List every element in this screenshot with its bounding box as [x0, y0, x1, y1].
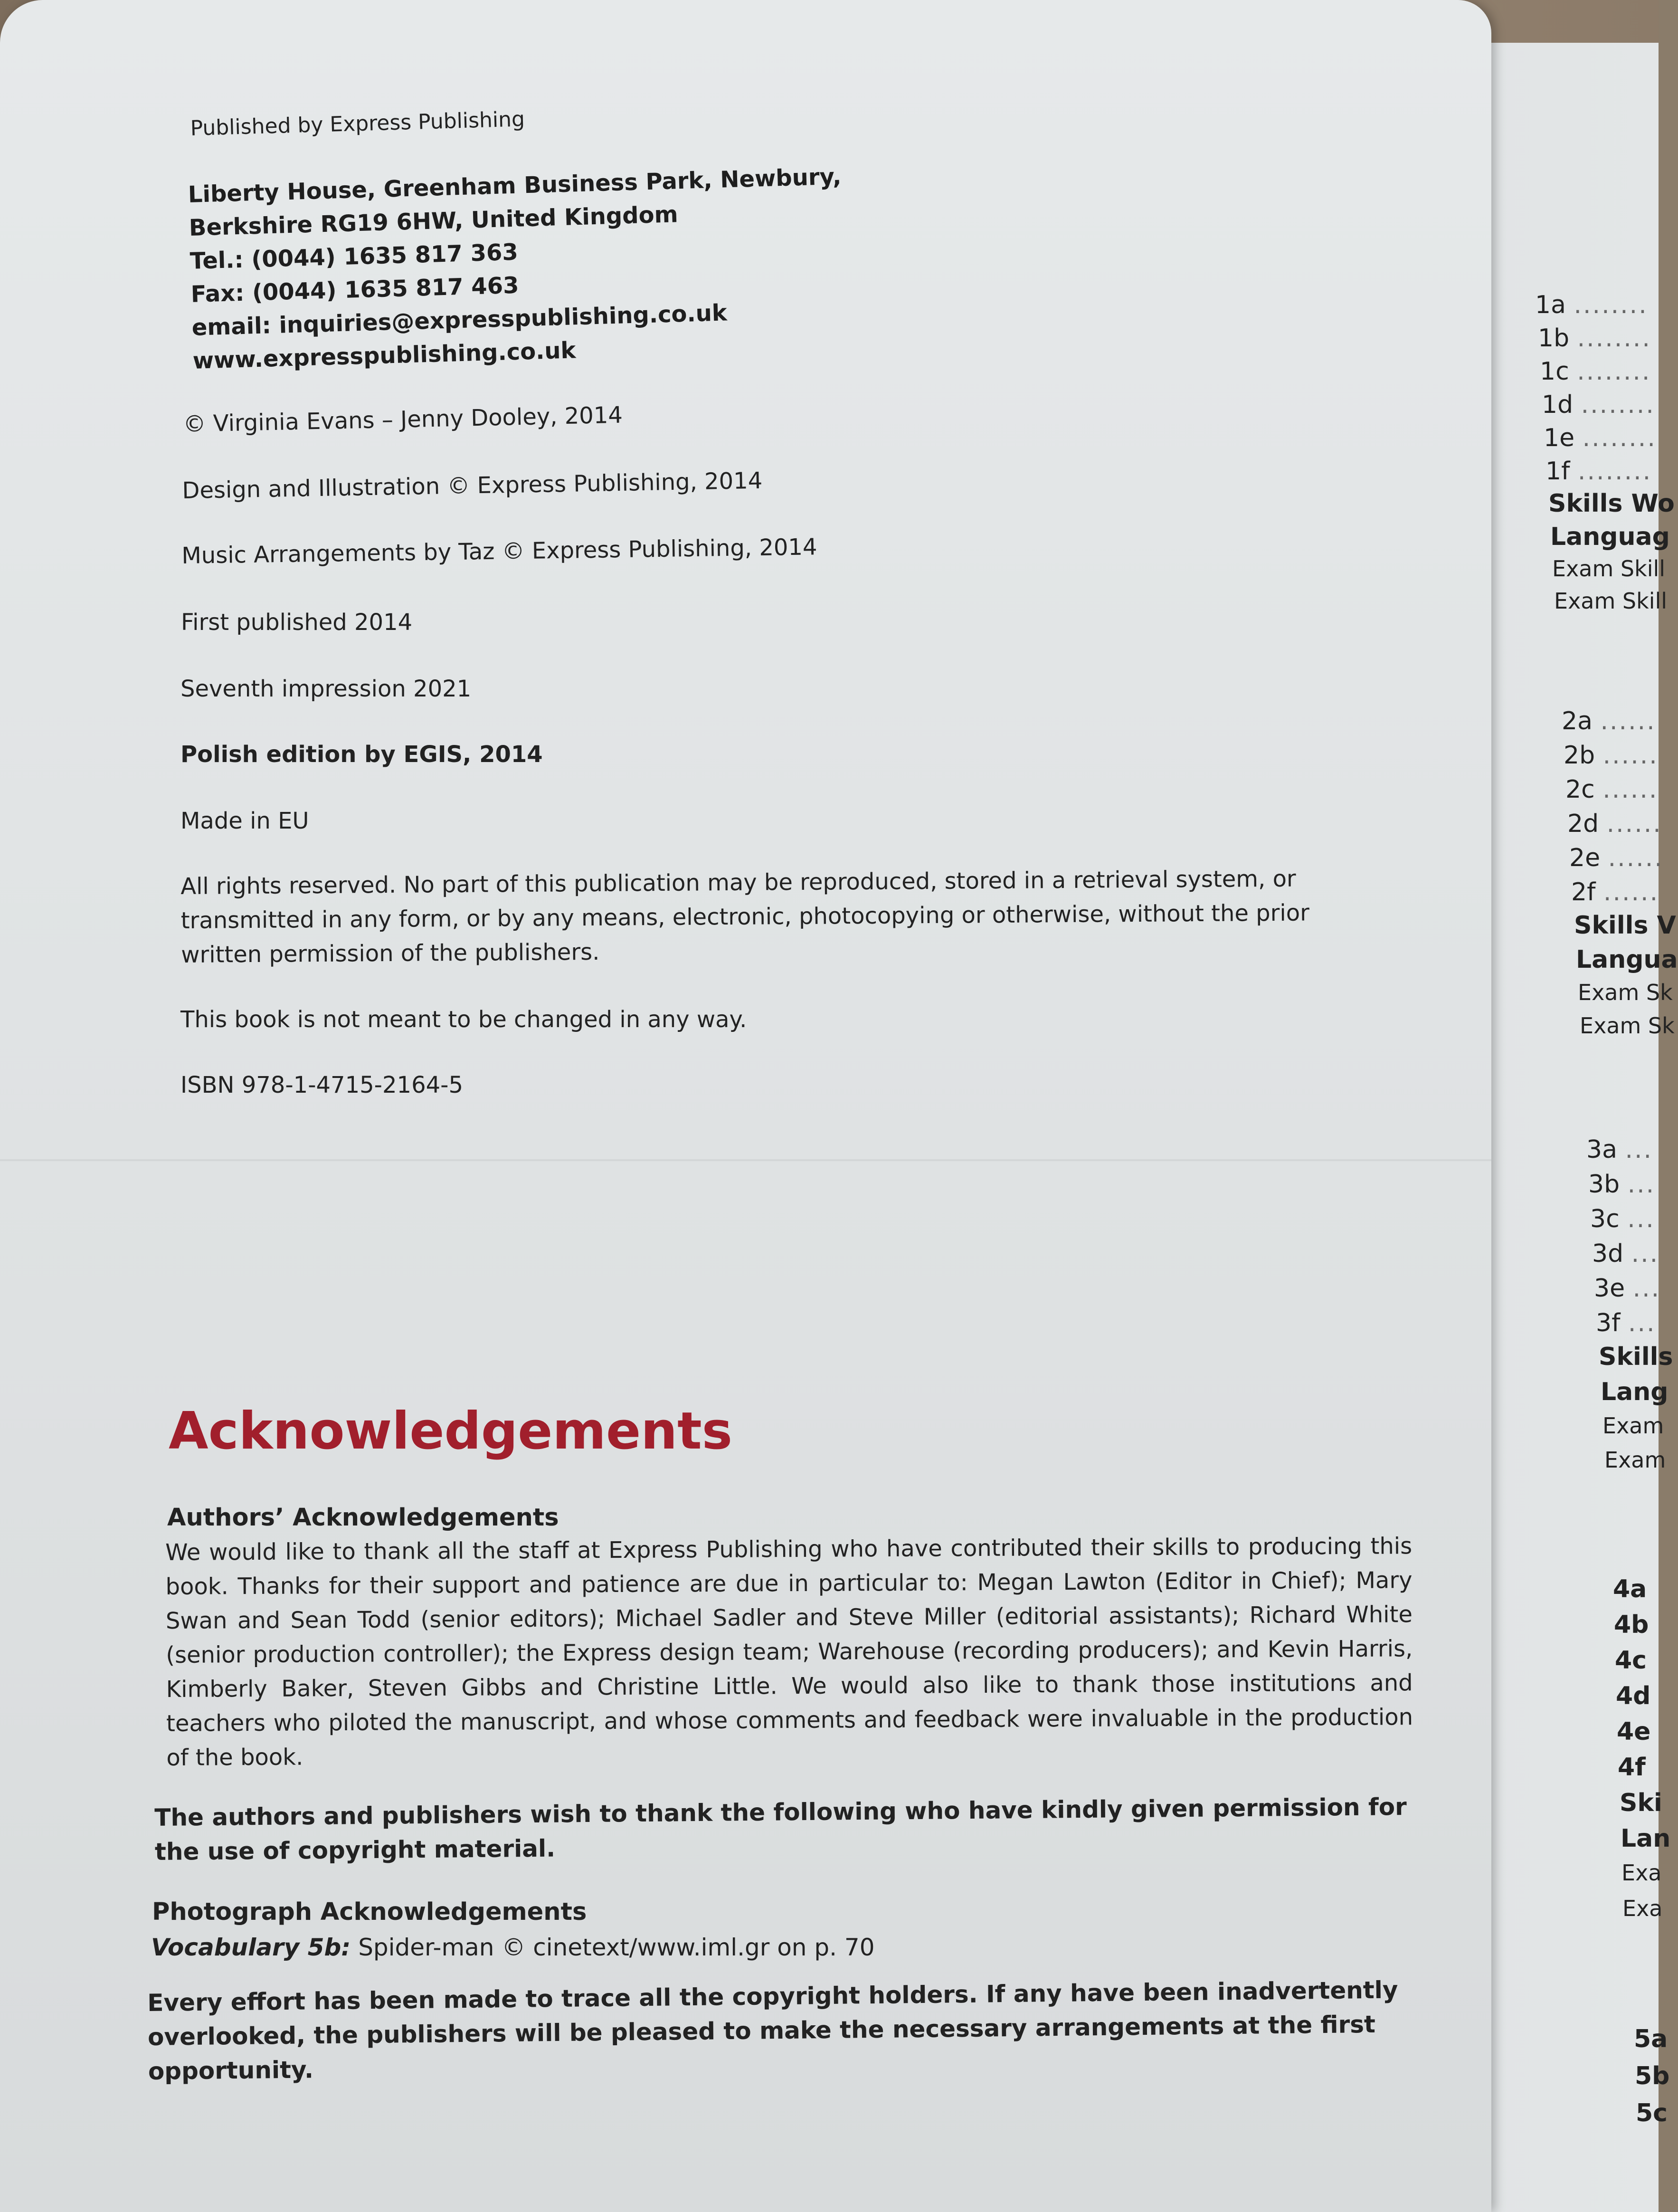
toc-entry: Exam Sk [1580, 1013, 1675, 1039]
toc-entry: 1e ........ [1544, 424, 1657, 452]
polish-edition: Polish edition by EGIS, 2014 [180, 741, 543, 768]
permission-statement: The authors and publishers wish to thank the following who have kindly given permission for the use of copyright material. [154, 1792, 1407, 1866]
toc-entry: 5b [1635, 2062, 1670, 2090]
toc-entry: 1c ........ [1540, 357, 1651, 386]
toc-entry: Skills V [1574, 911, 1676, 940]
made-in: Made in EU [180, 808, 309, 834]
toc-entry: 3a ... [1586, 1135, 1653, 1164]
photo-ack-line [151, 1934, 875, 1961]
photo-ack-heading: Photograph Acknowledgements [152, 1898, 587, 1926]
page-crease [0, 1159, 1491, 1161]
toc-entry: 4d [1616, 1682, 1651, 1710]
toc-entry: 3e ... [1594, 1274, 1661, 1303]
toc-entry: 1d ........ [1542, 391, 1655, 419]
toc-entry: Exam [1602, 1413, 1664, 1439]
toc-entry: 5c [1636, 2099, 1668, 2127]
design-copyright: Design and Illustration © Express Publishing, 2014 [182, 467, 763, 504]
toc-entry: 1b ........ [1538, 324, 1651, 353]
toc-entry: 1a ........ [1535, 291, 1648, 319]
toc-entry: Skills Wo [1548, 489, 1675, 518]
isbn: ISBN 978-1-4715-2164-5 [180, 1072, 464, 1098]
toc-entry: Languag [1550, 523, 1670, 551]
authors-copyright: © Virginia Evans – Jenny Dooley, 2014 [183, 401, 623, 438]
photo-ack-label: Vocabulary 5b: [151, 1934, 351, 1961]
toc-entry: 3b ... [1588, 1170, 1656, 1199]
toc-entry: Exa [1622, 1896, 1663, 1921]
toc-entry: 4f [1618, 1753, 1646, 1782]
toc-entry: 3c ... [1590, 1205, 1655, 1233]
toc-entry: Exam Skill [1554, 588, 1668, 614]
published-by: Published by Express Publishing [190, 107, 525, 141]
acknowledgements-title: Acknowledgements [169, 1402, 732, 1461]
authors-ack-heading: Authors’ Acknowledgements [167, 1504, 559, 1532]
toc-entry: Lan [1621, 1824, 1671, 1853]
toc-entry: Exa [1621, 1860, 1662, 1886]
toc-entry: 3f ... [1596, 1309, 1656, 1337]
rights-statement: All rights reserved. No part of this publication may be reproduced, stored in a retrieval system, or transmitted in any form, or by any means, electronic, photocopying or otherwise, without the prior written permission of the publishers. [180, 865, 1310, 968]
authors-ack-text: We would like to thank all the staff at Express Publishing who have contributed their skills to producing this book. Thanks for their support and patience are due in particular to: Megan Lawton (Editor in Chief); Mary Swan and Sean Todd (senior editors); Michael Sadler and Steve Miller (editorial assistants); Richard White (senior production controller); the Express design team; Warehouse (recording producers); and Kevin Harris, Kimberly Baker, Steven Gibbs and Christine Little. We would also like to thank those institutions and teachers who piloted the manuscript, and whose comments and feedback were invaluable in the production of the book. [165, 1533, 1413, 1771]
toc-entry: Exam Skill [1552, 556, 1666, 582]
toc-entry: 2b ...... [1564, 741, 1659, 770]
toc-entry: 4a [1613, 1575, 1647, 1603]
music-copyright: Music Arrangements by Taz © Express Publishing, 2014 [181, 534, 817, 569]
toc-entry: 4b [1614, 1611, 1649, 1639]
toc-entry: 5a [1634, 2025, 1668, 2053]
impression: Seventh impression 2021 [180, 676, 472, 702]
photo-ack-text: Spider-man © cinetext/www.iml.gr on p. 70 [351, 1934, 875, 1961]
toc-entry: Exam [1604, 1447, 1666, 1473]
first-published: First published 2014 [181, 609, 413, 636]
toc-entry: 2d ...... [1567, 810, 1662, 838]
not-changed-notice: This book is not meant to be changed in any way. [180, 1006, 747, 1033]
toc-entry: Skills [1599, 1343, 1673, 1371]
effort-statement: Every effort has been made to trace all the copyright holders. If any have been inadvertently overlooked, the publishers will be pleased to make the necessary arrangements at the first opportunity. [147, 1976, 1398, 2085]
toc-entry: 2a ...... [1562, 707, 1656, 735]
toc-entry: 2c ...... [1565, 775, 1659, 804]
toc-entry: 2f ...... [1571, 878, 1659, 906]
toc-entry: 4c [1615, 1646, 1647, 1675]
toc-entry: Langua [1576, 945, 1678, 974]
toc-entry: Exam Sk [1578, 980, 1673, 1005]
toc-entry: 3d ... [1592, 1239, 1659, 1268]
toc-entry: 2e ...... [1569, 844, 1664, 872]
toc-entry: Ski [1620, 1789, 1662, 1817]
toc-entry: 4e [1617, 1717, 1651, 1746]
toc-entry: 1f ........ [1545, 457, 1652, 486]
publisher-address: Liberty House, Greenham Business Park, Newbury, Berkshire RG19 6HW, United Kingdom Tel.: (0044) 1635 817 363 Fax: (0044) 1635 817 463 email: inquiries@expresspublishing.co.uk www.expresspublishing.co.uk [188, 163, 842, 374]
toc-entry: Lang [1601, 1378, 1669, 1406]
